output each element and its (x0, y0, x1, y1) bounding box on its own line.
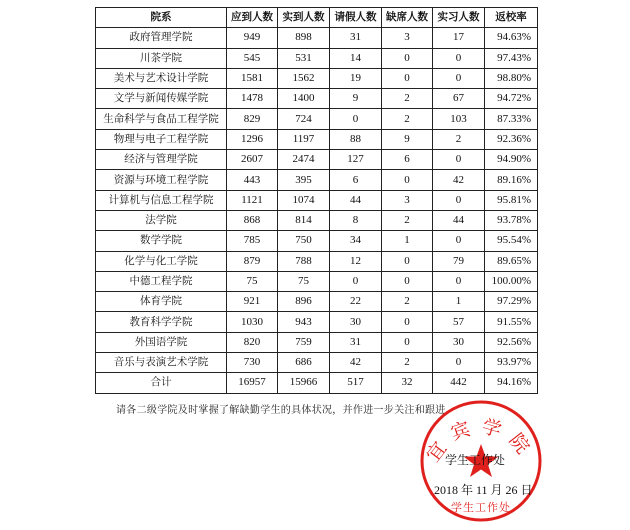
column-header: 应到人数 (227, 8, 278, 28)
count-cell: 868 (227, 210, 278, 230)
table-row (96, 89, 538, 109)
department-cell: 法学院 (96, 210, 227, 230)
count-cell: 12 (330, 251, 382, 271)
count-cell: 3 (382, 28, 433, 48)
count-cell: 88 (330, 129, 382, 149)
count-cell: 2 (382, 210, 433, 230)
count-cell: 42 (330, 353, 382, 373)
count-cell: 1400 (278, 89, 330, 109)
seal-bottom-text: 学生工作处 (451, 501, 511, 514)
rate-cell: 87.33% (485, 109, 538, 129)
count-cell: 0 (382, 312, 433, 332)
table-row (96, 292, 538, 312)
department-cell: 文学与新闻传媒学院 (96, 89, 227, 109)
count-cell: 759 (278, 332, 330, 352)
count-cell: 16957 (227, 373, 278, 393)
table-row (96, 129, 538, 149)
count-cell: 949 (227, 28, 278, 48)
department-cell: 中德工程学院 (96, 271, 227, 291)
count-cell: 2 (382, 89, 433, 109)
department-cell: 计算机与信息工程学院 (96, 190, 227, 210)
rate-cell: 94.63% (485, 28, 538, 48)
table-row (96, 48, 538, 68)
count-cell: 0 (433, 231, 485, 251)
department-cell: 化学与化工学院 (96, 251, 227, 271)
count-cell: 42 (433, 170, 485, 190)
rate-cell: 93.97% (485, 353, 538, 373)
count-cell: 6 (330, 170, 382, 190)
column-header: 缺席人数 (382, 8, 433, 28)
count-cell: 829 (227, 109, 278, 129)
table-row (96, 312, 538, 332)
count-cell: 9 (330, 89, 382, 109)
department-cell: 物理与电子工程学院 (96, 129, 227, 149)
table-row (96, 332, 538, 352)
table-row (96, 251, 538, 271)
signature-date: 2018 年 11 月 26 日 (434, 483, 533, 497)
count-cell: 0 (433, 271, 485, 291)
count-cell: 79 (433, 251, 485, 271)
rate-cell: 94.72% (485, 89, 538, 109)
count-cell: 0 (330, 109, 382, 129)
count-cell: 0 (382, 68, 433, 88)
rate-cell: 89.65% (485, 251, 538, 271)
count-cell: 0 (330, 271, 382, 291)
table-header (96, 8, 538, 28)
footnote: 请各二级学院及时掌握了解缺勤学生的具体状况，并作进一步关注和跟进。 (116, 405, 456, 416)
count-cell: 19 (330, 68, 382, 88)
rate-cell: 95.54% (485, 231, 538, 251)
count-cell: 750 (278, 231, 330, 251)
count-cell: 0 (382, 271, 433, 291)
count-cell: 879 (227, 251, 278, 271)
rate-cell: 92.36% (485, 129, 538, 149)
attendance-table (95, 7, 538, 394)
count-cell: 0 (382, 251, 433, 271)
count-cell: 2474 (278, 150, 330, 170)
header-row (96, 8, 538, 28)
count-cell: 0 (382, 332, 433, 352)
rate-cell: 100.00% (485, 271, 538, 291)
count-cell: 17 (433, 28, 485, 48)
count-cell: 0 (433, 353, 485, 373)
count-cell: 6 (382, 150, 433, 170)
table-row (96, 353, 538, 373)
count-cell: 686 (278, 353, 330, 373)
department-cell: 外国语学院 (96, 332, 227, 352)
table-row (96, 150, 538, 170)
count-cell: 31 (330, 28, 382, 48)
signature-office: 学生工作处 (445, 453, 506, 467)
column-header: 院系 (96, 8, 227, 28)
count-cell: 9 (382, 129, 433, 149)
column-header: 实习人数 (433, 8, 485, 28)
department-cell: 资源与环境工程学院 (96, 170, 227, 190)
count-cell: 896 (278, 292, 330, 312)
count-cell: 30 (330, 312, 382, 332)
table-row (96, 170, 538, 190)
rate-cell: 89.16% (485, 170, 538, 190)
count-cell: 44 (433, 210, 485, 230)
count-cell: 1478 (227, 89, 278, 109)
count-cell: 1197 (278, 129, 330, 149)
count-cell: 443 (227, 170, 278, 190)
count-cell: 943 (278, 312, 330, 332)
rate-cell: 97.29% (485, 292, 538, 312)
count-cell: 814 (278, 210, 330, 230)
count-cell: 2 (433, 129, 485, 149)
department-cell: 数学学院 (96, 231, 227, 251)
count-cell: 785 (227, 231, 278, 251)
count-cell: 2 (382, 353, 433, 373)
count-cell: 0 (433, 48, 485, 68)
count-cell: 103 (433, 109, 485, 129)
rate-cell: 94.90% (485, 150, 538, 170)
column-header: 实到人数 (278, 8, 330, 28)
count-cell: 30 (433, 332, 485, 352)
count-cell: 898 (278, 28, 330, 48)
count-cell: 788 (278, 251, 330, 271)
count-cell: 44 (330, 190, 382, 210)
department-cell: 合计 (96, 373, 227, 393)
table-body (96, 28, 538, 393)
count-cell: 0 (382, 48, 433, 68)
count-cell: 442 (433, 373, 485, 393)
department-cell: 体育学院 (96, 292, 227, 312)
department-cell: 川茶学院 (96, 48, 227, 68)
seal-top-text: 宜宾学院 (422, 415, 540, 467)
table-row (96, 68, 538, 88)
count-cell: 545 (227, 48, 278, 68)
count-cell: 31 (330, 332, 382, 352)
department-cell: 经济与管理学院 (96, 150, 227, 170)
count-cell: 730 (227, 353, 278, 373)
table-row (96, 210, 538, 230)
rate-cell: 93.78% (485, 210, 538, 230)
count-cell: 75 (278, 271, 330, 291)
count-cell: 2 (382, 109, 433, 129)
count-cell: 1562 (278, 68, 330, 88)
table-row (96, 28, 538, 48)
column-header: 请假人数 (330, 8, 382, 28)
count-cell: 32 (382, 373, 433, 393)
count-cell: 921 (227, 292, 278, 312)
count-cell: 1 (433, 292, 485, 312)
count-cell: 724 (278, 109, 330, 129)
rate-cell: 97.43% (485, 48, 538, 68)
department-cell: 音乐与表演艺术学院 (96, 353, 227, 373)
count-cell: 2 (382, 292, 433, 312)
count-cell: 1 (382, 231, 433, 251)
department-cell: 政府管理学院 (96, 28, 227, 48)
column-header: 返校率 (485, 8, 538, 28)
rate-cell: 95.81% (485, 190, 538, 210)
count-cell: 2607 (227, 150, 278, 170)
count-cell: 517 (330, 373, 382, 393)
count-cell: 0 (433, 150, 485, 170)
table-row (96, 231, 538, 251)
count-cell: 0 (382, 170, 433, 190)
count-cell: 34 (330, 231, 382, 251)
rate-cell: 92.56% (485, 332, 538, 352)
count-cell: 75 (227, 271, 278, 291)
count-cell: 1121 (227, 190, 278, 210)
count-cell: 3 (382, 190, 433, 210)
table-row (96, 271, 538, 291)
count-cell: 67 (433, 89, 485, 109)
count-cell: 531 (278, 48, 330, 68)
count-cell: 8 (330, 210, 382, 230)
count-cell: 127 (330, 150, 382, 170)
count-cell: 1074 (278, 190, 330, 210)
department-cell: 教育科学学院 (96, 312, 227, 332)
rate-cell: 91.55% (485, 312, 538, 332)
count-cell: 0 (433, 68, 485, 88)
count-cell: 1030 (227, 312, 278, 332)
rate-cell: 94.16% (485, 373, 538, 393)
count-cell: 1296 (227, 129, 278, 149)
count-cell: 22 (330, 292, 382, 312)
count-cell: 14 (330, 48, 382, 68)
count-cell: 395 (278, 170, 330, 190)
department-cell: 生命科学与食品工程学院 (96, 109, 227, 129)
count-cell: 1581 (227, 68, 278, 88)
total-row (96, 373, 538, 393)
count-cell: 0 (433, 190, 485, 210)
count-cell: 15966 (278, 373, 330, 393)
count-cell: 820 (227, 332, 278, 352)
count-cell: 57 (433, 312, 485, 332)
table-row (96, 190, 538, 210)
department-cell: 美术与艺术设计学院 (96, 68, 227, 88)
rate-cell: 98.80% (485, 68, 538, 88)
table-row (96, 109, 538, 129)
